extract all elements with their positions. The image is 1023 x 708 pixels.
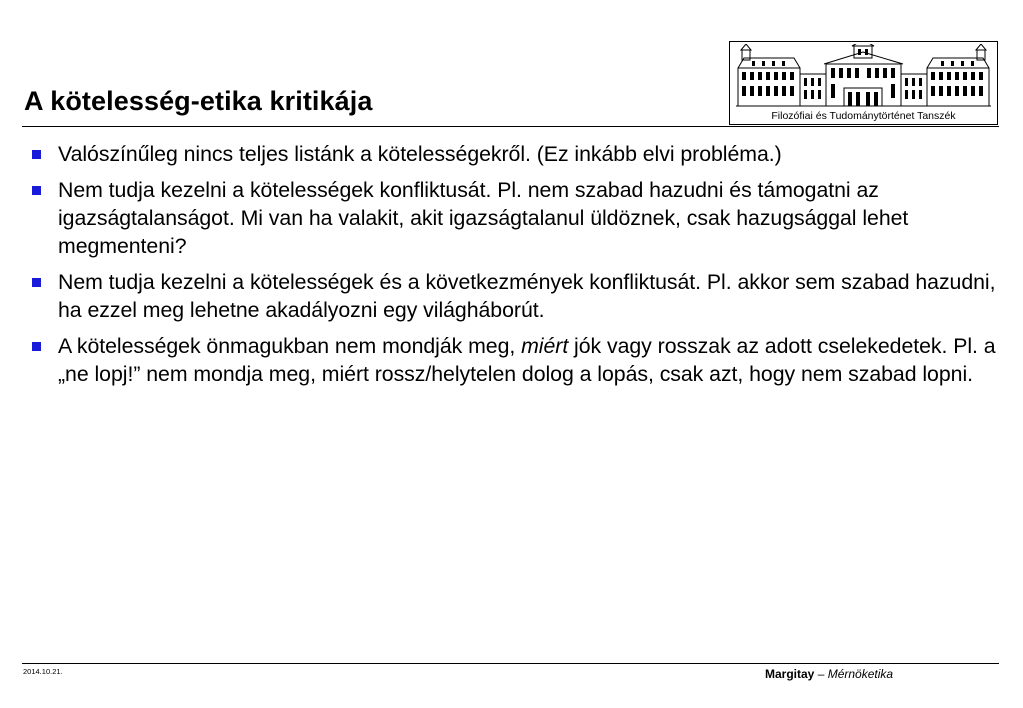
footer-author: Margitay — [765, 667, 815, 681]
footer-subject: Mérnöketika — [827, 667, 894, 681]
bullet-text-start: A kötelességek önmagukban nem mondják meg, — [58, 334, 522, 358]
university-building-icon — [736, 44, 991, 108]
department-logo — [729, 41, 998, 125]
square-bullet-icon — [32, 342, 41, 351]
slide-title: A kötelesség-etika kritikája — [24, 86, 373, 116]
bullet-item — [30, 176, 1000, 260]
bullet-text: Valószínűleg nincs teljes listánk a kötelességekről. (Ez inkább elvi probléma.) — [58, 142, 782, 166]
title-divider — [22, 126, 999, 127]
square-bullet-icon — [32, 150, 41, 159]
bullet-item — [30, 268, 1000, 324]
bullet-item — [30, 332, 1000, 388]
footer-separator: – — [814, 667, 828, 681]
footer-date: 2014.10.21. — [23, 667, 63, 676]
footer-credit — [765, 667, 893, 681]
bullet-text: Nem tudja kezelni a kötelességek konfliktusát. Pl. nem szabad hazudni és támogatni az igazságtalanságot. Mi van ha valakit, akit igazságtalanul üldöznek, csak hazugsággal lehet megmenteni? — [58, 178, 909, 258]
footer-divider — [22, 663, 999, 664]
square-bullet-icon — [32, 278, 41, 287]
bullet-text: Nem tudja kezelni a kötelességek és a következmények konfliktusát. Pl. akkor sem szabad hazudni, ha ezzel meg lehetne akadályozni egy világháborút. — [58, 270, 996, 322]
department-name: Filozófiai és Tudománytörténet Tanszék — [771, 110, 956, 122]
bullet-list — [30, 140, 1000, 396]
bullet-text-end: jók vagy rosszak az adott cselekedetek. Pl. a „ne lopj!” nem mondja meg, miért rossz/helytelen dolog a lopás, csak azt, hogy nem szabad lopni. — [58, 334, 996, 386]
bullet-item — [30, 140, 1000, 168]
square-bullet-icon — [32, 186, 41, 195]
bullet-emphasis: miért — [521, 334, 569, 358]
